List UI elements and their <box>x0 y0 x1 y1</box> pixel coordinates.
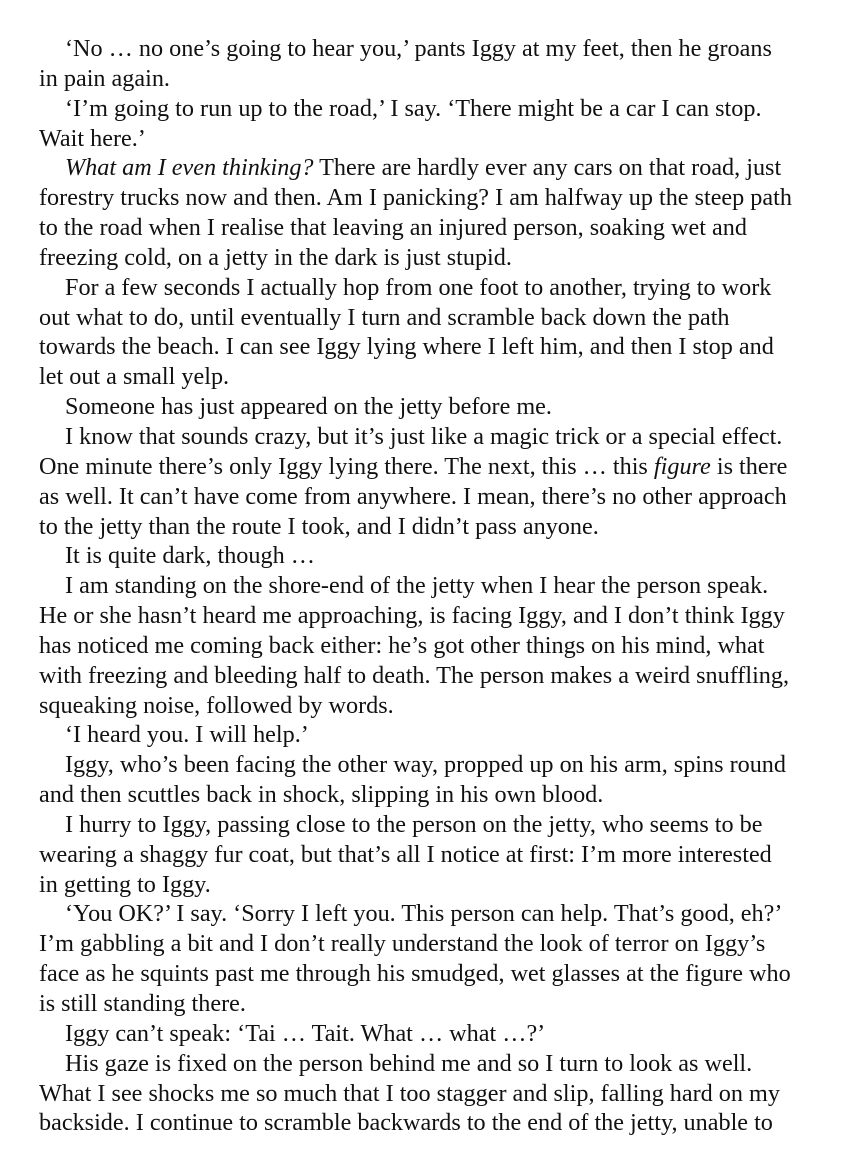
text-line: in getting to Iggy. <box>39 870 211 898</box>
text-line: Someone has just appeared on the jetty before me. <box>65 393 552 421</box>
text-line: towards the beach. I can see Iggy lying where I left him, and then I stop and <box>39 333 774 361</box>
paragraph <box>39 1049 848 1139</box>
text-line <box>39 153 848 183</box>
text-line: Wait here.’ <box>39 124 146 152</box>
text-line: forestry trucks now and then. Am I panicking? I am halfway up the steep path <box>39 184 792 212</box>
text-line: His gaze is fixed on the person behind me and so I turn to look as well. <box>65 1049 753 1077</box>
paragraph <box>39 153 848 272</box>
text-line: as well. It can’t have come from anywhere. I mean, there’s no other approach <box>39 482 787 510</box>
text-line: Iggy can’t speak: ‘Tai … Tait. What … what …?’ <box>65 1019 546 1047</box>
text-line: ‘I heard you. I will help.’ <box>65 721 309 749</box>
text-segment: One minute there’s only Iggy lying there. The next, this … this <box>39 452 654 480</box>
text-segment: is there <box>710 452 788 480</box>
text-line: Iggy, who’s been facing the other way, propped up on his arm, spins round <box>65 751 786 779</box>
text-line: ‘No … no one’s going to hear you,’ pants Iggy at my feet, then he groans <box>65 35 772 62</box>
text-line: has noticed me coming back either: he’s got other things on his mind, what <box>39 631 765 659</box>
text-line: wearing a shaggy fur coat, but that’s all I notice at first: I’m more interested <box>39 840 772 868</box>
paragraph <box>39 392 848 422</box>
text-line: He or she hasn’t heard me approaching, is facing Iggy, and I don’t think Iggy <box>39 602 785 630</box>
paragraph <box>39 899 848 1018</box>
text-line: and then scuttles back in shock, slipping in his own blood. <box>39 781 604 809</box>
paragraph <box>39 571 848 720</box>
text-line: in pain again. <box>39 64 170 92</box>
text-line: I hurry to Iggy, passing close to the person on the jetty, who seems to be <box>65 810 763 838</box>
text-line: to the road when I realise that leaving an injured person, soaking wet and <box>39 214 747 242</box>
text-line <box>39 452 848 482</box>
text-line: out what to do, until eventually I turn and scramble back down the path <box>39 303 730 331</box>
text-segment: There are hardly ever any cars on that road, just <box>313 154 782 182</box>
text-line: to the jetty than the route I took, and I didn’t pass anyone. <box>39 512 599 540</box>
paragraph <box>39 720 848 750</box>
page-text-body <box>39 34 848 1138</box>
paragraph <box>39 34 848 94</box>
text-line: What I see shocks me so much that I too stagger and slip, falling hard on my <box>39 1079 780 1107</box>
text-line: freezing cold, on a jetty in the dark is just stupid. <box>39 243 512 271</box>
text-line: let out a small yelp. <box>39 363 230 391</box>
paragraph <box>39 810 848 900</box>
text-line: I’m gabbling a bit and I don’t really understand the look of terror on Iggy’s <box>39 930 766 958</box>
text-line: squeaking noise, followed by words. <box>39 691 394 719</box>
paragraph <box>39 750 848 810</box>
text-line: ‘You OK?’ I say. ‘Sorry I left you. This person can help. That’s good, eh?’ <box>65 900 783 928</box>
italic-emphasis: What am I even thinking? <box>65 154 314 182</box>
text-line: with freezing and bleeding half to death. The person makes a weird snuffling, <box>39 661 790 689</box>
text-line: It is quite dark, though … <box>65 542 315 570</box>
paragraph <box>39 541 848 571</box>
paragraph <box>39 94 848 154</box>
italic-emphasis: figure <box>653 452 711 480</box>
paragraph <box>39 1019 848 1049</box>
text-line: I am standing on the shore-end of the jetty when I hear the person speak. <box>65 572 769 600</box>
text-line: is still standing there. <box>39 990 246 1017</box>
text-line: face as he squints past me through his smudged, wet glasses at the figure who <box>39 960 791 988</box>
text-line: backside. I continue to scramble backwards to the end of the jetty, unable to <box>39 1109 773 1137</box>
paragraph <box>39 273 848 392</box>
text-line: I know that sounds crazy, but it’s just like a magic trick or a special effect. <box>65 422 783 450</box>
text-line: For a few seconds I actually hop from one foot to another, trying to work <box>65 273 772 301</box>
text-line: ‘I’m going to run up to the road,’ I say. ‘There might be a car I can stop. <box>65 94 762 122</box>
paragraph <box>39 422 848 541</box>
